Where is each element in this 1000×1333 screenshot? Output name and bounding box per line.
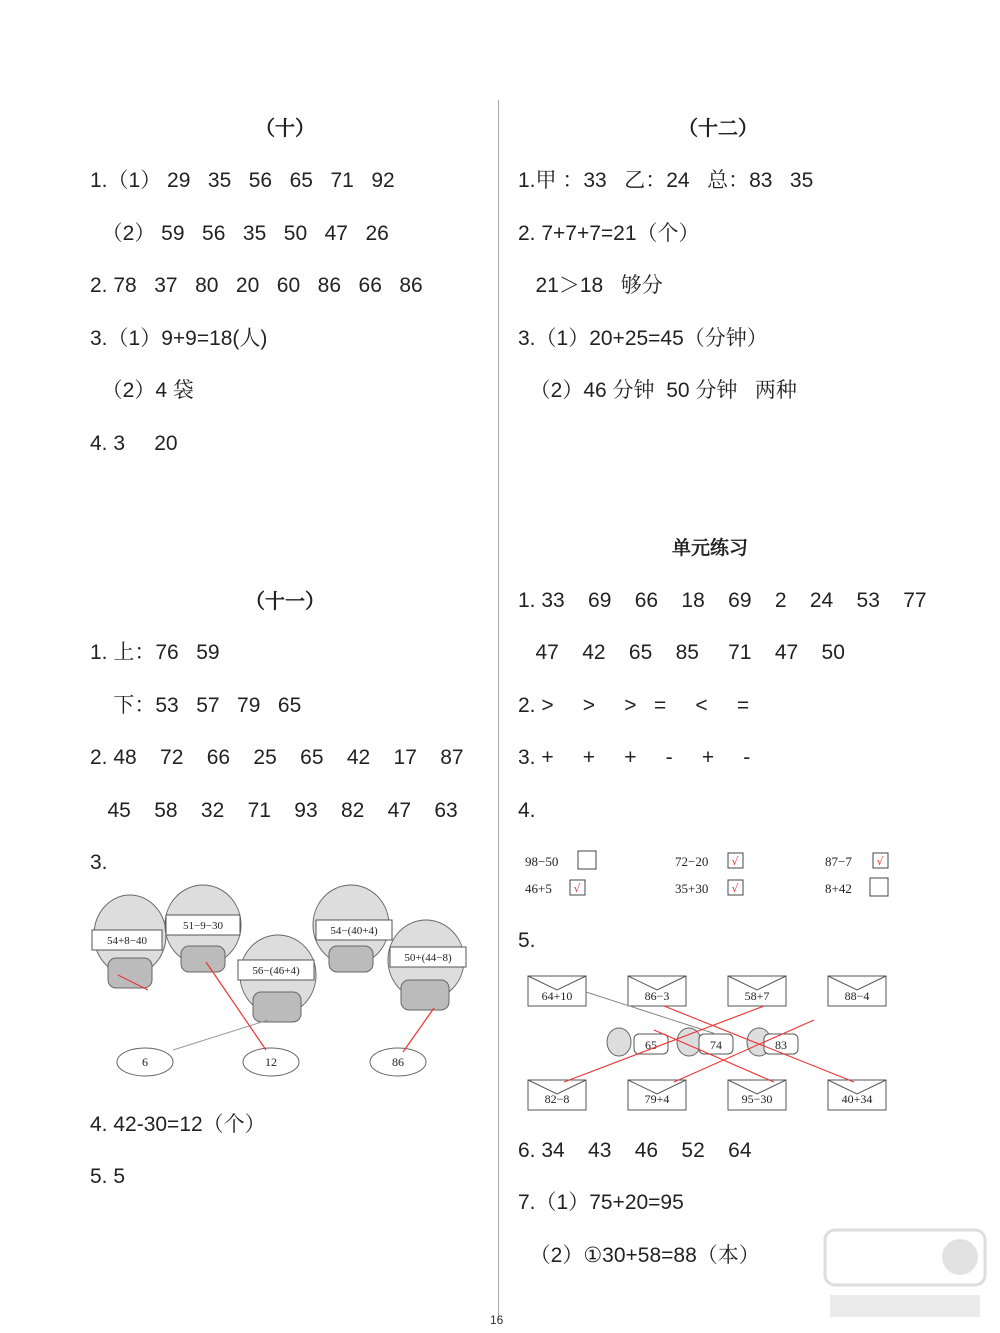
section-title-12: （十二） bbox=[678, 118, 758, 140]
answer-line: 45 58 32 71 93 82 47 63 bbox=[90, 799, 458, 822]
envelope-expr: 88−4 bbox=[844, 989, 870, 1003]
check-expr: 8+42 bbox=[825, 881, 852, 896]
rabbit-number: 74 bbox=[710, 1038, 722, 1052]
watermark-logo bbox=[820, 1225, 990, 1325]
answer-line: （2）①30+58=88（本） bbox=[518, 1244, 760, 1267]
answer-line: 1. 33 69 66 18 69 2 24 53 77 bbox=[518, 589, 927, 612]
answer-line: 21＞18 够分 bbox=[518, 274, 663, 297]
envelope-expr: 58+7 bbox=[744, 989, 770, 1003]
balloon-expr: 54+8−40 bbox=[107, 935, 147, 947]
answer-line: 2. 78 37 80 20 60 86 66 86 bbox=[90, 274, 423, 297]
answer-line: 7.（1）75+20=95 bbox=[518, 1191, 684, 1214]
answer-line: 2. 48 72 66 25 65 42 17 87 bbox=[90, 746, 464, 769]
balloon-expr: 56−(46+4) bbox=[252, 965, 300, 977]
answer-line: 3.（1）20+25=45（分钟） bbox=[518, 327, 768, 350]
section-title-unit: 单元练习 bbox=[672, 538, 749, 559]
check-expr: 87−7 bbox=[825, 854, 852, 869]
answer-line: 2. > > > = < = bbox=[518, 694, 750, 717]
envelope-expr: 79+4 bbox=[644, 1092, 670, 1106]
rabbit-icon bbox=[607, 1028, 631, 1056]
answer-line: 1.（1） 29 35 56 65 71 92 bbox=[90, 169, 395, 192]
answer-line: 4. 3 20 bbox=[90, 432, 178, 455]
checkbox-figure bbox=[520, 845, 900, 905]
check-expr: 72−20 bbox=[675, 854, 709, 869]
check-mark: √ bbox=[573, 882, 581, 895]
envelope-expr: 40+34 bbox=[841, 1092, 873, 1106]
check-mark: √ bbox=[876, 855, 884, 868]
answer-line: 1.甲 ：33 乙：24 总：83 35 bbox=[518, 169, 814, 192]
answer-line: 1. 上：76 59 bbox=[90, 641, 220, 664]
envelope-expr: 64+10 bbox=[541, 989, 573, 1003]
answer-line: （2） 59 56 35 50 47 26 bbox=[90, 222, 389, 245]
balloon-expr: 54−(40+4) bbox=[330, 925, 378, 937]
answer-line: 47 42 65 85 71 47 50 bbox=[518, 641, 845, 664]
answer-line: 4. 42-30=12（个） bbox=[90, 1113, 266, 1136]
answer-line: 6. 34 43 46 52 64 bbox=[518, 1139, 752, 1162]
answer-value: 6 bbox=[142, 1055, 148, 1069]
envelope-expr: 95−30 bbox=[741, 1092, 773, 1106]
answer-line: 3.（1）9+9=18(人) bbox=[90, 327, 268, 350]
answer-value: 86 bbox=[392, 1055, 404, 1069]
page-number: 16 bbox=[490, 1313, 504, 1327]
answer-line: （2）46 分钟 50 分钟 两种 bbox=[518, 379, 797, 402]
check-mark: √ bbox=[731, 855, 739, 868]
rabbit-number: 83 bbox=[775, 1038, 787, 1052]
answer-box bbox=[578, 851, 596, 869]
answer-box bbox=[870, 878, 888, 896]
connector-line bbox=[173, 1020, 268, 1050]
answer-line: 4. bbox=[518, 799, 536, 822]
check-mark: √ bbox=[731, 882, 739, 895]
red-connector bbox=[403, 1008, 434, 1052]
answer-line: （2）4 袋 bbox=[90, 379, 194, 402]
answer-line: 2. 7+7+7=21（个） bbox=[518, 222, 700, 245]
answer-line: 3. + + + - + - bbox=[518, 746, 751, 769]
envelope-expr: 82−8 bbox=[544, 1092, 570, 1106]
section-title-11: （十一） bbox=[245, 591, 325, 613]
answer-line: 下：53 57 79 65 bbox=[90, 694, 302, 717]
section-title-10: （十） bbox=[255, 118, 315, 140]
balloon-expr: 51−9−30 bbox=[183, 920, 223, 932]
check-expr: 46+5 bbox=[525, 881, 552, 896]
check-expr: 35+30 bbox=[675, 881, 709, 896]
answer-line: 3. bbox=[90, 851, 108, 874]
column-divider bbox=[498, 100, 499, 1320]
envelope-matching-figure bbox=[524, 970, 894, 1115]
rabbit-number: 65 bbox=[645, 1038, 657, 1052]
check-expr: 98−50 bbox=[525, 854, 559, 869]
balloon-matching-figure bbox=[88, 880, 488, 1090]
balloon-expr: 50+(44−8) bbox=[404, 952, 452, 964]
answer-line: 5. bbox=[518, 929, 536, 952]
answer-line: 5. 5 bbox=[90, 1165, 126, 1188]
answer-value: 12 bbox=[265, 1055, 277, 1069]
envelope-expr: 86−3 bbox=[644, 989, 670, 1003]
